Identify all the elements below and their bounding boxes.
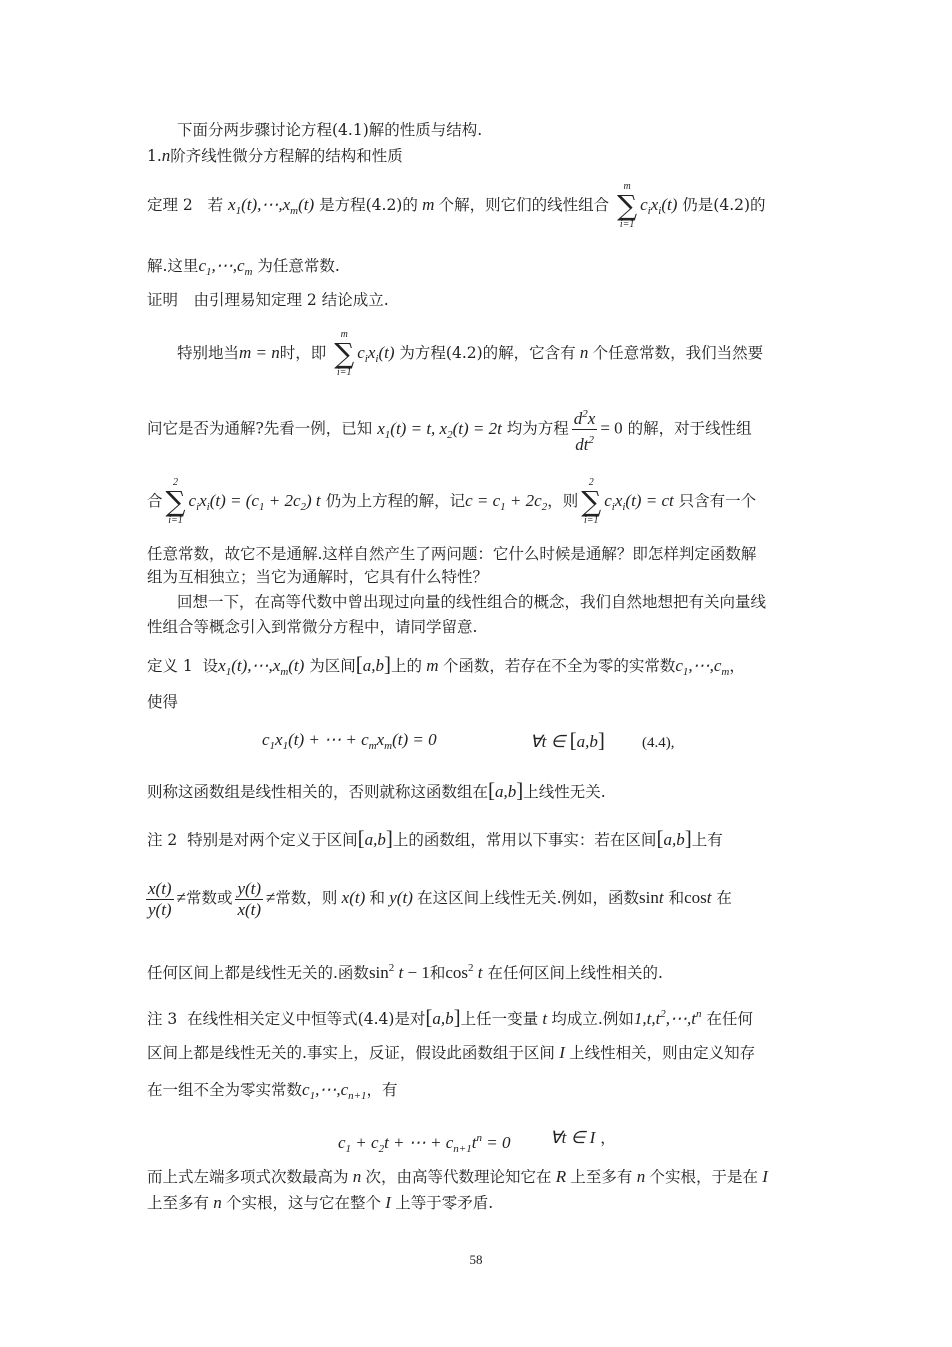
polynomial-domain: ∀t ∈ I ， [550, 1128, 616, 1147]
note-2: 注 2 特别是对两个定义于区间[a,b]上的函数组，常用以下事实：若在区间[a,b]上有 [147, 826, 723, 850]
independence-example: 任何区间上都是线性无关的.函数$\sin^2 t - 1$和$\cos^2 t$ 在任何区间上线性相关的. [147, 962, 663, 982]
conclusion-line-1: 而上式左端多项式次数最高为 n 次，由高等代数理论知它在 R 上至多有 n 个实根，于是在 I [147, 1167, 768, 1186]
note-3-line-2: 区间上都是线性无关的.事实上，反证，假设此函数组于区间 I 上线性相关，则由定义知存 [147, 1043, 756, 1062]
section-heading: 1.n阶齐线性微分方程解的结构和性质 [147, 146, 403, 165]
combination: 合 2 ∑ i=1 $c_ix_i(t) = (c_1 + 2c_2)$ t 仍为上方程的解，记$c = c_1 + 2c_2$，则 2 ∑ i=1 $c_ix_i(t)$ = ct 只含有一个 [147, 477, 757, 526]
equation-number: (4.4), [642, 735, 675, 751]
sum-symbol: 2 ∑ i=1 [581, 477, 602, 526]
note-2-fractions: $\frac{x(t)}{y(t)}$ ≠常数或 $\frac{y(t)}{x(t)}$ ≠常数，则 x(t) 和 y(t) 在这区间上线性无关.例如，函数sint 和cost 在 [148, 878, 732, 919]
sum-symbol: m ∑ i=1 [617, 181, 638, 230]
recall-line-2: 性组合等概念引入到常微分方程中，请同学留意. [147, 618, 478, 636]
sum-symbol: 2 ∑ i=1 [165, 477, 186, 526]
definition-1: 定义 1 设$x_1(t),\cdots,x_m(t)$ 为区间[a,b]上的 m 个函数，若存在不全为零的实常数$c_1,\cdots,c_m$， [147, 652, 745, 678]
fraction-x-over-y: $\frac{x(t)}{y(t)}$ [148, 878, 172, 919]
note-3-line-3: 在一组不全为零实常数$c_1,\cdots,c_{n+1}$，有 [147, 1080, 398, 1102]
polynomial-equation: $c_1 + c_2t$ + ⋯ + $c_{n+1}t^n = 0$ [338, 1132, 511, 1155]
example: 问它是否为通解?先看一例，已知 $x_1(t) = t$, $x_2(t) = 2t$ 均为方程 $\frac{d^2x}{dt^2}$ = 0 的解，对于线性组 [147, 404, 752, 457]
fraction-d2x-dt2: $\frac{d^2x}{dt^2}$ [572, 404, 598, 455]
question-line-2: 组为互相独立；当它为通解时，它具有什么特性？ [147, 568, 489, 586]
paragraph-intro: 下面分两步骤讨论方程(4.1)解的性质与结构. [177, 121, 483, 139]
question-line-1: 任意常数，故它不是通解.这样自然产生了两问题：它什么时候是通解？即怎样判定函数解 [147, 545, 757, 563]
special-case: 特别地当m = n时，即 m ∑ i=1 $c_ix_i(t)$ 为方程(4.2)的解，它含有 n 个任意常数，我们当然要 [177, 329, 764, 378]
math-inline: $x_1(t),\cdots,x_m(t)$ [228, 195, 315, 217]
fraction-y-over-x: $\frac{y(t)}{x(t)}$ [237, 878, 262, 919]
theorem-2: 定理 2 若 $x_1(t),\cdots,x_m(t)$ 是方程(4.2)的 m 个解，则它们的线性组合 m ∑ i=1 $c_ix_i(t)$ 仍是(4.2)的 [147, 181, 766, 230]
sum-symbol: m ∑ i=1 [334, 329, 355, 378]
theorem-2-cont: 解.这里$c_1,\cdots,c_m$ 为任意常数. [147, 256, 340, 278]
page-number: 58 [469, 1252, 483, 1267]
proof: 证明 由引理易知定理 2 结论成立. [147, 291, 389, 309]
definition-1-cont: 使得 [147, 693, 179, 711]
recall-line-1: 回想一下，在高等代数中曾出现过向量的线性组合的概念，我们自然地想把有关向量线 [177, 593, 767, 611]
equation-4-4-domain: ∀t ∈ [a,b] [530, 728, 605, 752]
then-statement: 则称这函数组是线性相关的，否则就称这函数组在[a,b]上线性无关. [147, 778, 606, 802]
conclusion-line-2: 上至多有 n 个实根，这与它在整个 I 上等于零矛盾. [147, 1193, 494, 1212]
equation-4-4: $c_1x_1(t)$ + ⋯ + $c_mx_m(t) = 0$ [262, 730, 437, 752]
note-3: 注 3 在线性相关定义中恒等式(4.4)是对[a,b]上任一变量 t 均成立.例如$1,t,t^2,\cdots,t^n$ 在任何 [147, 1005, 753, 1029]
